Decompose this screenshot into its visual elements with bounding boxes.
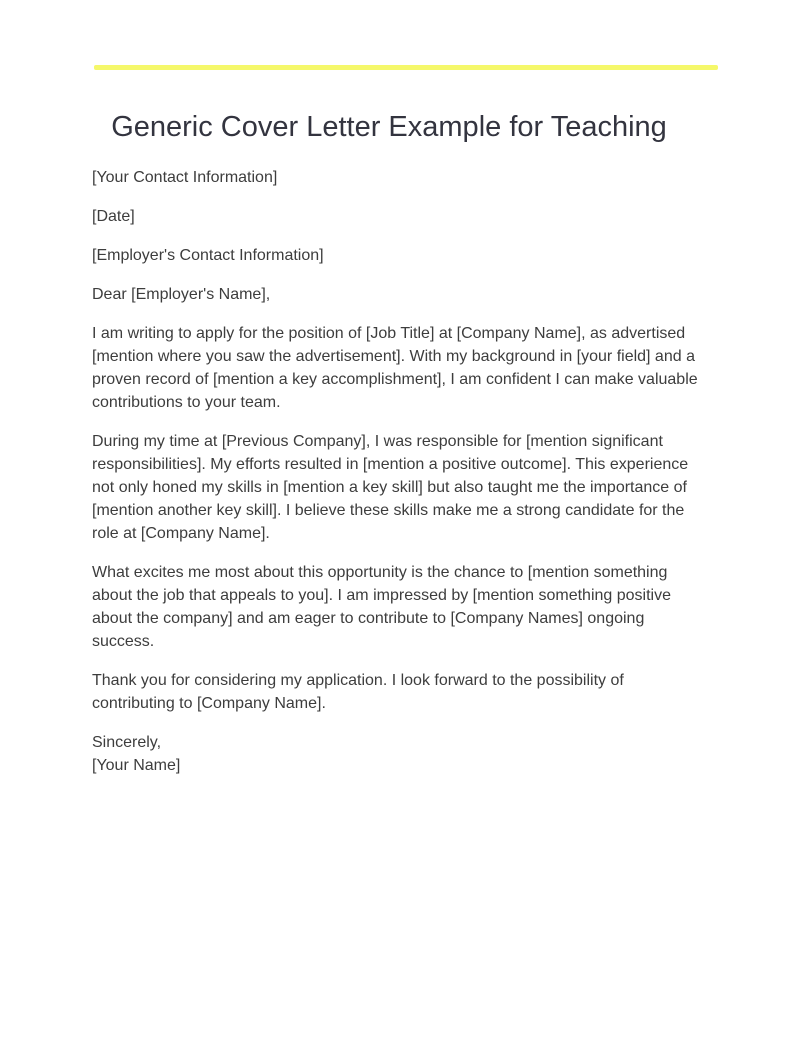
letter-body (92, 166, 698, 793)
employer-contact: [Employer's Contact Information] (92, 247, 324, 264)
paragraph-thanks: Thank you for considering my application. I look forward to the possibility of contributing to [Company Name]. (92, 672, 624, 712)
page-title: Generic Cover Letter Example for Teaching (111, 111, 667, 143)
contact-info: [Your Contact Information] (92, 169, 278, 186)
accent-bar (94, 65, 718, 70)
paragraph-experience: During my time at [Previous Company], I was responsible for [mention significant responsibilities]. My efforts resulted in [mention a positive outcome]. This experience not only honed my skills in [mention a key skill] but also taught me the importance of [mention another key skill]. I believe these skills make me a strong candidate for the role at [Company Name]. (92, 433, 689, 542)
signature: [Your Name] (92, 757, 181, 774)
paragraph-intro: I am writing to apply for the position of [Job Title] at [Company Name], as advertised [mention where you saw the advertisement]. With my background in [your field] and a proven record of [mention a key accomplishment], I am confident I can make valuable contributions to your team. (92, 325, 698, 411)
salutation: Dear [Employer's Name], (92, 286, 271, 303)
date-line: [Date] (92, 208, 135, 225)
paragraph-motivation: What excites me most about this opportunity is the chance to [mention something about the job that appeals to you]. I am impressed by [mention something positive about the company] and am eager to contribute to [Company Names] ongoing success. (92, 564, 671, 650)
closing: Sincerely, (92, 734, 162, 751)
closing-block (92, 731, 698, 777)
